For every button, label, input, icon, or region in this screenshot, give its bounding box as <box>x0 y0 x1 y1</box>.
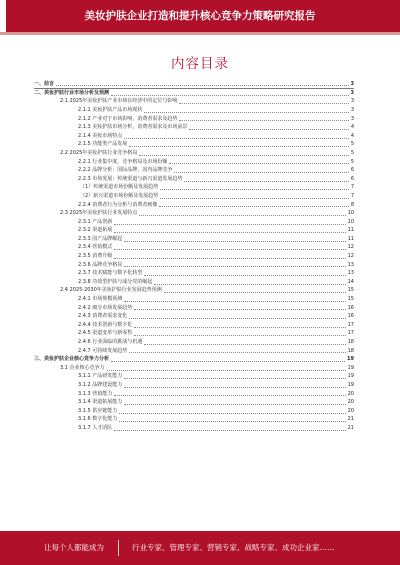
toc-entry-label: 一、前言 <box>34 80 55 87</box>
toc-entry-page: 16 <box>347 313 354 320</box>
toc-entry-page: 11 <box>347 227 354 234</box>
toc-entry-label: 2.4.5 渠道变革与新零售 <box>78 330 133 337</box>
toc-entry[interactable] <box>34 372 354 381</box>
toc-entry-label: 2.3.1 产品创新 <box>78 218 113 225</box>
toc-leader-dots <box>124 301 345 302</box>
toc-leader-dots <box>124 378 345 379</box>
toc-entry-page: 15 <box>347 287 354 294</box>
toc-entry-label: 3.1.4 渠道拓展能力 <box>78 399 123 406</box>
toc-entry[interactable] <box>34 398 354 407</box>
toc-entry-page: 18 <box>347 347 354 354</box>
toc-entry-label: （1）传统渠道市场份额及发展趋势 <box>80 184 159 191</box>
toc-entry-page: 14 <box>347 278 354 285</box>
toc-leader-dots <box>129 318 345 319</box>
toc-leader-dots <box>144 344 345 345</box>
footer-bar <box>0 531 400 565</box>
toc-entry-label: 2.3.2 渠道拓展 <box>78 227 113 234</box>
toc-entry[interactable] <box>34 424 354 433</box>
toc-leader-dots <box>124 404 345 405</box>
toc-entry-page: 6 <box>350 167 354 174</box>
toc-entry-page: 19 <box>347 356 354 363</box>
toc-entry[interactable] <box>34 209 354 218</box>
toc-entry-label: 2.1.5 功能类产品发展 <box>78 141 128 148</box>
toc-leader-dots <box>139 215 345 216</box>
toc-entry-label: 2.4.6 行业面临的挑战与机遇 <box>78 339 143 346</box>
toc-entry-label: 2.2.2 品牌分析：国际品牌，国内品牌竞争 <box>78 167 173 174</box>
toc-entry[interactable] <box>34 149 354 158</box>
toc-entry-page: 17 <box>347 330 354 337</box>
toc-entry[interactable] <box>34 329 354 338</box>
toc-entry[interactable] <box>34 243 354 252</box>
toc-leader-dots <box>169 163 348 164</box>
toc-leader-dots <box>139 155 349 156</box>
toc-entry-label: 2.2.4 消费者行为分析与消费者画像 <box>78 201 158 208</box>
toc-entry-label: 3.1.3 营销能力 <box>78 390 113 397</box>
toc-leader-dots <box>160 198 349 199</box>
toc-leader-dots <box>119 413 345 414</box>
toc-leader-dots <box>129 146 349 147</box>
toc-entry-label: 2.2.1 行业集中度，竞争格局及市场份额 <box>78 158 168 165</box>
toc-leader-dots <box>179 103 349 104</box>
toc-leader-dots <box>184 181 348 182</box>
toc-leader-dots <box>154 284 345 285</box>
toc-title: 内容目录 <box>171 56 229 72</box>
toc-entry-page: 7 <box>350 184 354 191</box>
toc-leader-dots <box>124 387 345 388</box>
toc-entry[interactable] <box>34 218 354 227</box>
toc-entry-label: 2.3.4 营销模式 <box>78 244 113 251</box>
toc-leader-dots <box>160 189 349 190</box>
toc-entry[interactable] <box>34 278 354 287</box>
toc-entry[interactable] <box>34 132 354 141</box>
toc-entry[interactable] <box>34 166 354 175</box>
toc-entry-label: 2.3 2025年美妆护肤行业发展特点 <box>60 210 138 217</box>
toc-entry-page: 21 <box>347 416 354 423</box>
toc-entry-page: 3 <box>350 89 354 96</box>
toc-entry[interactable] <box>34 226 354 235</box>
toc-entry-page: 17 <box>347 321 354 328</box>
toc-entry-page: 20 <box>347 399 354 406</box>
toc-entry[interactable] <box>34 338 354 347</box>
toc-entry[interactable] <box>34 183 354 192</box>
toc-entry-label: （2）新兴渠道市场份额及发展趋势 <box>80 192 159 199</box>
toc-entry-label: 2.1 2025年美妆护肤产业市场在经济中的定位与影响 <box>60 98 178 105</box>
toc-entry-page: 18 <box>347 339 354 346</box>
toc-entry-label: 2.4.2 细分市场发展趋势 <box>78 304 133 311</box>
toc-leader-dots <box>134 335 345 336</box>
toc-entry[interactable] <box>34 295 354 304</box>
footer-slogan-left: 让每个人都能成为 <box>44 543 104 552</box>
toc-entry-label: 3.1.7 人才团队 <box>78 424 113 431</box>
toc-leader-dots <box>114 258 345 259</box>
toc-entry-label: 3.1.5 供应链能力 <box>78 407 118 414</box>
toc-entry-page: 16 <box>347 304 354 311</box>
toc-entry[interactable] <box>34 89 354 98</box>
toc-entry-label: 2.1.2 产业对于市场影响，消费者需求及趋势 <box>78 115 178 122</box>
toc-leader-dots <box>124 266 345 267</box>
toc-entry-page: 10 <box>347 218 354 225</box>
toc-leader-dots <box>174 172 348 173</box>
toc-entry[interactable] <box>34 123 354 132</box>
report-title: 美妆护肤企业打造和提升核心竞争力策略研究报告 <box>84 10 316 22</box>
footer-divider <box>118 540 119 556</box>
toc-entry-label: 3.1 企业核心竞争力 <box>60 364 105 371</box>
toc-leader-dots <box>119 421 345 422</box>
toc-entry[interactable] <box>34 201 354 210</box>
toc-entry-label: 2.4.4 技术创新与数字化 <box>78 321 133 328</box>
toc-entry-label: 2.3.6 品牌竞争格局 <box>78 261 123 268</box>
toc-entry-page: 5 <box>350 149 354 156</box>
toc-entry-page: 15 <box>347 296 354 303</box>
toc-leader-dots <box>179 120 348 121</box>
toc-entry[interactable] <box>34 115 354 124</box>
toc-entry-label: 2.3.5 消费升级 <box>78 253 113 260</box>
toc-entry-page: 6 <box>350 175 354 182</box>
toc-entry-page: 4 <box>350 132 354 139</box>
toc-entry[interactable] <box>34 175 354 184</box>
toc-leader-dots <box>124 138 349 139</box>
toc-entry[interactable] <box>34 390 354 399</box>
toc-leader-dots <box>56 85 349 86</box>
toc-entry-label: 3.1.1 产品研发能力 <box>78 373 123 380</box>
toc-entry-page: 19 <box>347 381 354 388</box>
toc-leader-dots <box>114 224 345 225</box>
toc-entry-page: 3 <box>350 80 354 87</box>
toc-entry-page: 13 <box>347 261 354 268</box>
toc-entry-page: 19 <box>347 373 354 380</box>
toc-entry-page: 21 <box>347 424 354 431</box>
toc-entry[interactable] <box>34 261 354 270</box>
toc-entry-page: 3 <box>350 98 354 105</box>
toc-entry[interactable] <box>34 97 354 106</box>
toc-entry[interactable] <box>34 415 354 424</box>
toc-entry[interactable] <box>34 158 354 167</box>
toc-entry[interactable] <box>34 321 354 330</box>
toc-entry-page: 12 <box>347 244 354 251</box>
toc-leader-dots <box>129 352 345 353</box>
toc-entry-label: 2.2 2025年美妆护肤行业竞争格局 <box>60 149 138 156</box>
toc-entry[interactable] <box>34 269 354 278</box>
toc-entry-page: 3 <box>350 115 354 122</box>
toc-entry[interactable] <box>34 140 354 149</box>
toc-entry-page: 13 <box>347 270 354 277</box>
toc-leader-dots <box>114 395 345 396</box>
toc-leader-dots <box>144 112 348 113</box>
toc-entry[interactable] <box>34 252 354 261</box>
toc-leader-dots <box>134 309 345 310</box>
toc-entry-label: 2.1.4 美妆市场特点 <box>78 132 123 139</box>
toc-entry-page: 20 <box>347 390 354 397</box>
toc-entry-page: 20 <box>347 407 354 414</box>
toc-entry[interactable] <box>34 80 354 89</box>
toc-entry-page: 4 <box>350 124 354 131</box>
toc-entry-page: 7 <box>350 192 354 199</box>
toc-entry[interactable] <box>34 381 354 390</box>
toc-entry-page: 19 <box>347 364 354 371</box>
header-band <box>0 32 400 35</box>
toc-entry-label: 2.3.3 国产品牌崛起 <box>78 235 123 242</box>
toc-entry-label: 3.1.6 数字化能力 <box>78 416 118 423</box>
toc-entry-page: 5 <box>350 141 354 148</box>
toc-leader-dots <box>114 430 345 431</box>
toc-leader-dots <box>159 206 348 207</box>
toc-leader-dots <box>111 361 345 362</box>
toc-entry-label: 二、美妆护肤行业市场分析及预测 <box>34 89 110 96</box>
footer-slogan-right: 行业专家、管理专家、营销专家、战略专家、成功企业家…… <box>132 543 335 552</box>
toc-entry[interactable] <box>34 347 354 356</box>
toc-leader-dots <box>111 95 349 96</box>
toc-entry-label: 2.4.1 市场规模预测 <box>78 296 123 303</box>
toc-entry-label: 2.4 2025-2030年美妆护肤行业发展趋势预测 <box>60 287 162 294</box>
toc-entry[interactable] <box>34 355 354 364</box>
toc-entry-label: 2.2.3 市场发展：传统渠道与新兴渠道发展趋势 <box>78 175 183 182</box>
toc-entry-page: 12 <box>347 253 354 260</box>
toc-entry-page: 10 <box>347 210 354 217</box>
toc-entry-page: 3 <box>350 106 354 113</box>
toc-entry[interactable] <box>34 364 354 373</box>
toc-entry-label: 3.1.2 品牌建设能力 <box>78 381 123 388</box>
toc-leader-dots <box>189 129 348 130</box>
toc-leader-dots <box>114 249 345 250</box>
toc-entry[interactable] <box>34 407 354 416</box>
toc-entry-label: 2.4.7 可持续发展趋势 <box>78 347 128 354</box>
toc-entry-label: 2.3.8 功效型护肤与成分党的崛起 <box>78 278 153 285</box>
toc-entry[interactable] <box>34 286 354 295</box>
toc-entry-label: 三、美妆护肤企业核心竞争力分析 <box>34 356 110 363</box>
toc-entry[interactable] <box>34 312 354 321</box>
toc-entry-page: 5 <box>350 158 354 165</box>
toc-entry[interactable] <box>34 235 354 244</box>
toc-leader-dots <box>124 241 345 242</box>
toc-leader-dots <box>114 232 345 233</box>
toc-leader-dots <box>164 292 346 293</box>
toc-leader-dots <box>134 327 345 328</box>
toc-entry-label: 2.4.3 消费者需求变化 <box>78 313 128 320</box>
toc-leader-dots <box>107 370 346 371</box>
table-of-contents <box>34 80 354 433</box>
toc-entry-label: 2.1.1 美妆护肤产品市场现状 <box>78 106 143 113</box>
toc-entry-page: 11 <box>347 235 354 242</box>
toc-entry[interactable] <box>34 106 354 115</box>
toc-entry[interactable] <box>34 192 354 201</box>
toc-leader-dots <box>144 275 345 276</box>
toc-entry-label: 2.3.7 技术赋能与数字化转型 <box>78 270 143 277</box>
toc-entry-label: 2.1.3 美妆护肤市场分析，消费者需求及市场前景 <box>78 124 188 131</box>
header-bar <box>0 0 400 32</box>
toc-entry[interactable] <box>34 304 354 313</box>
toc-entry-page: 8 <box>350 201 354 208</box>
